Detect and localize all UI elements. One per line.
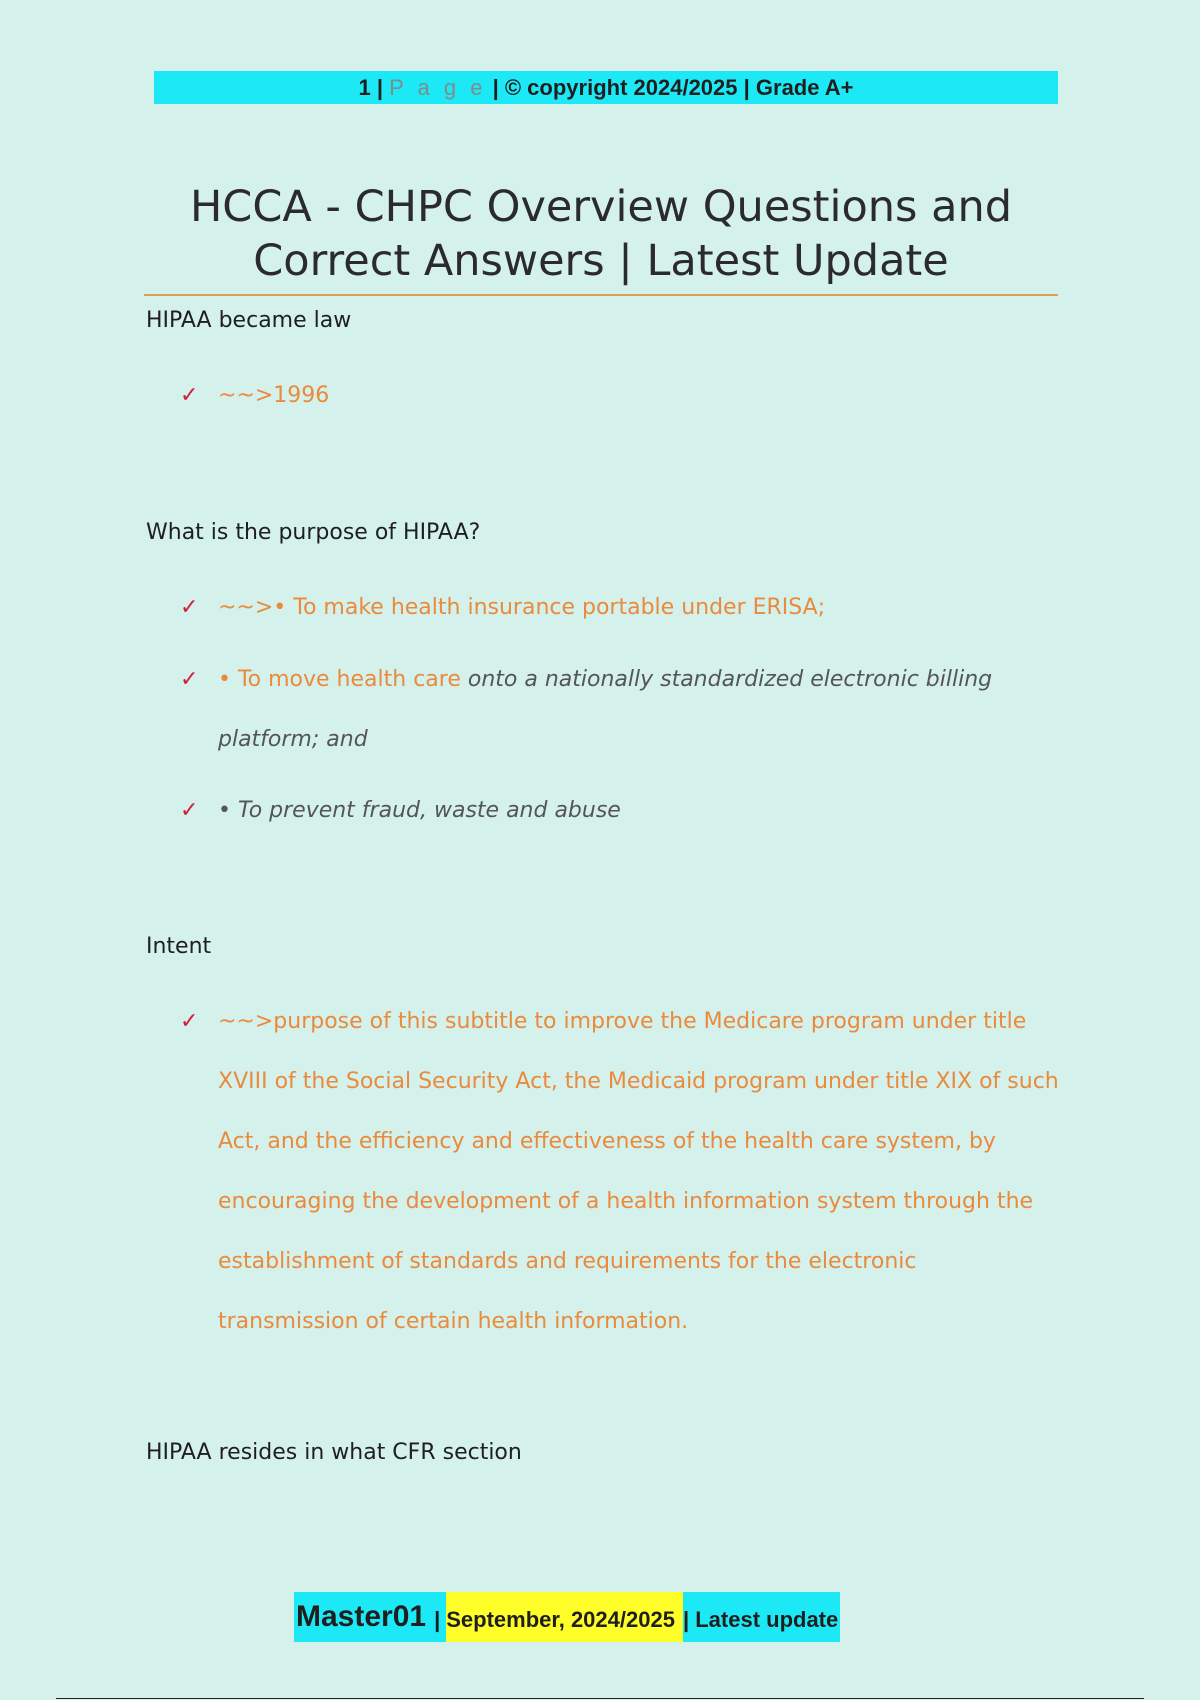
answer-text: • To prevent fraud, waste and abuse [218,798,621,823]
check-icon: ✓ [180,1009,199,1034]
page-word: P a g e [389,75,487,100]
page-header-banner [154,71,1058,104]
question-text: HIPAA became law [146,308,352,333]
check-icon: ✓ [180,798,199,823]
question-text: What is the purpose of HIPAA? [146,520,481,545]
title-underline [144,294,1058,296]
footer-separator: | [428,1592,446,1642]
question-text: Intent [146,934,212,959]
answer-text: • To move health care onto a nationally standardized electronic billing platform; and [218,667,993,752]
answer-item [180,781,1060,841]
answer-item [180,650,1060,770]
answer-item [180,366,1060,426]
page-number-separator: | [376,75,384,100]
copyright-text: | © copyright 2024/2025 | Grade A+ [492,75,854,100]
bottom-divider [56,1698,1144,1699]
page-number: 1 [358,75,371,100]
footer-author: Master01 [294,1592,428,1642]
title-line-1: HCCA - CHPC Overview Questions and [189,182,1013,232]
document-title [144,180,1058,288]
answer-text: ~~>1996 [218,383,330,408]
answer-text: ~~>purpose of this subtitle to improve the Medicare program under title XVIII of the Social Security Act, the Medicaid program under title XIX of such Act, and the efficiency and effectiveness of the health care system, by encouraging the development of a health information system through the establishment of standards and requirements for the electronic transmission of certain health information. [218,1009,1059,1334]
answer-text: ~~>• To make health insurance portable under ERISA; [218,595,826,620]
question-text: HIPAA resides in what CFR section [146,1440,522,1465]
page-footer-banner [294,1592,840,1642]
answer-item [180,992,1060,1352]
check-icon: ✓ [180,595,199,620]
footer-date: September, 2024/2025 [446,1592,683,1642]
check-icon: ✓ [180,383,199,408]
footer-tail: | Latest update [683,1592,840,1642]
check-icon: ✓ [180,667,199,692]
title-line-2: Correct Answers | Latest Update [253,236,949,286]
answer-item [180,578,1060,638]
